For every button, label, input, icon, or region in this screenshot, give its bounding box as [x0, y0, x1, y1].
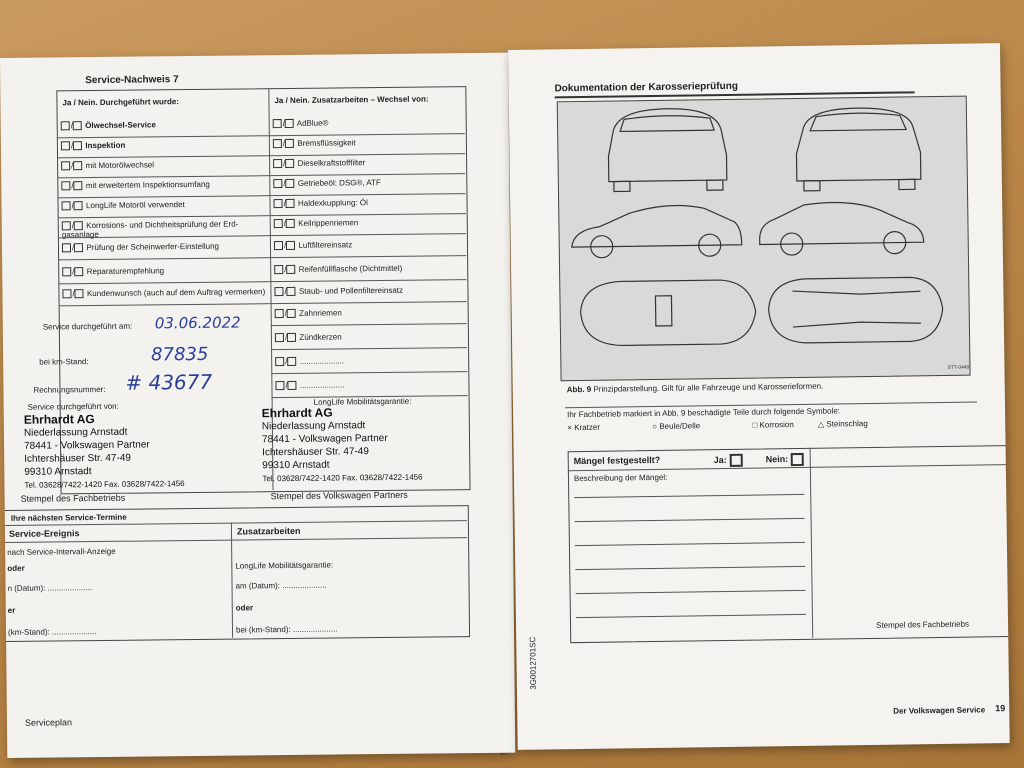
page-number: 19	[995, 703, 1006, 714]
no-checkbox	[74, 244, 83, 253]
square-icon: □	[752, 420, 758, 430]
extra-work-item[interactable]: / ....................	[275, 380, 344, 390]
car-front-view-icon	[796, 107, 921, 191]
body-check-title: Dokumentation der Karosserieprüfung	[554, 80, 738, 95]
no-checkbox	[75, 290, 84, 299]
service-item[interactable]: / Reparaturempfehlung	[62, 265, 267, 277]
extra-work-item[interactable]: / Staub- und Pollenfiltereinsatz	[274, 286, 403, 297]
figure-code: STT-0449	[947, 364, 970, 371]
car-side-left-icon	[571, 205, 742, 259]
page-title: Service-Nachweis 7	[85, 74, 179, 87]
yes-checkbox	[62, 290, 71, 299]
no-checkbox	[287, 309, 296, 318]
no-checkbox	[74, 268, 83, 277]
extra-work-item[interactable]: / Getriebeöl: DSG®, ATF	[273, 178, 381, 189]
right-page	[508, 43, 1010, 750]
no-checkbox	[286, 265, 295, 274]
yes-checkbox	[61, 162, 70, 171]
extra-work-item[interactable]: / Haldexkupplung: Öl	[273, 198, 367, 208]
yes-checkbox	[275, 333, 284, 342]
yes-checkbox	[273, 139, 282, 148]
yes-checkbox	[274, 241, 283, 250]
yes-checkbox	[274, 287, 283, 296]
extra-work-item[interactable]: / AdBlue®	[273, 119, 329, 129]
yes-checkbox	[273, 199, 282, 208]
no-checkbox	[288, 381, 297, 390]
yes-checkbox	[274, 219, 283, 228]
next-service-row: (km-Stand): ....................	[7, 627, 97, 637]
invoice-label: Rechnungsnummer:	[33, 384, 106, 395]
yes-checkbox	[61, 142, 70, 151]
no-checkbox	[73, 142, 82, 151]
yes-checkbox	[62, 268, 71, 277]
service-item[interactable]: / Korrosions- und Dichtheitsprüfung der Erd- gasanlage	[61, 219, 239, 240]
mobility-stamp: Ehrhardt AG Niederlassung Arnstadt 78441 - Volkswagen Partner Ichtershäuser Str. 47-49 99310 Arnstadt Tel. 03628/7422-1420 Fax. 03628/7422-1456	[261, 405, 423, 484]
no-checkbox	[285, 159, 294, 168]
figure-caption: Abb. 9 Prinzipdarstellung. Gilt für alle Fahrzeuge und Karosserieformen.	[566, 381, 824, 395]
yes-checkbox	[275, 309, 284, 318]
extra-work-item[interactable]: / Bremsflüssigkeit	[273, 138, 356, 148]
service-item[interactable]: / LongLife Motoröl verwendet	[62, 199, 267, 211]
mobility-label: LongLife Mobilitätsgarantie:	[313, 396, 412, 407]
extra-work-item[interactable]: / Zahnriemen	[275, 308, 342, 318]
yes-checkbox	[62, 202, 71, 211]
extra-work-item[interactable]: / Reifenfüllflasche (Dichtmittel)	[274, 264, 402, 275]
left-page	[0, 53, 515, 758]
no-checkbox	[286, 179, 295, 188]
col1-header: Ja / Nein. Durchgeführt wurde:	[62, 97, 179, 108]
no-checkbox	[286, 199, 295, 208]
no-checkbox	[287, 333, 296, 342]
next-service-row: oder	[7, 563, 25, 573]
service-date-value: 03.06.2022	[154, 313, 241, 333]
next-title: Ihre nächsten Service-Termine	[10, 512, 127, 523]
no-checkbox	[287, 287, 296, 296]
defects-yes[interactable]: Ja:	[714, 454, 744, 467]
service-item[interactable]: / Prüfung der Scheinwerfer-Einstellung	[62, 241, 267, 253]
circle-icon: ○	[652, 421, 658, 432]
no-checkbox	[73, 162, 82, 171]
no-checkbox	[73, 122, 82, 131]
next-extra-row: LongLife Mobilitätsgarantie:	[235, 560, 334, 571]
mobility-footer: Stempel des Volkswagen Partners	[270, 489, 408, 502]
next-service-row: er	[7, 605, 16, 615]
no-checkbox	[285, 119, 294, 128]
yes-checkbox	[62, 244, 71, 253]
yes-checkbox	[61, 182, 70, 191]
service-item[interactable]: / mit erweitertem Inspektionsumfang	[61, 179, 266, 191]
next-service-row: n (Datum): ....................	[7, 583, 93, 593]
extra-work-item[interactable]: / Dieselkraftstofffilter	[273, 158, 365, 168]
service-date-label: Service durchgeführt am:	[42, 321, 133, 332]
car-top-view-icon	[580, 280, 756, 346]
yes-checkbox	[273, 179, 282, 188]
description-label: Beschreibung der Mängel:	[573, 472, 668, 484]
no-checkbox	[285, 139, 294, 148]
extra-work-item[interactable]: / Zündkerzen	[275, 332, 342, 342]
no-checkbox	[287, 357, 296, 366]
no-checkbox	[74, 222, 83, 231]
cross-icon: ×	[567, 423, 573, 433]
extra-work-item[interactable]: / ....................	[275, 356, 344, 366]
extra-work-item[interactable]: / Keilrippenriemen	[274, 218, 359, 228]
right-footer: Der Volkswagen Service	[893, 705, 986, 716]
service-item[interactable]: / Ölwechsel-Service	[61, 119, 266, 131]
car-rear-view-icon	[608, 108, 727, 192]
km-label: bei km-Stand:	[39, 357, 89, 367]
dealer-label: Service durchgeführt von:	[27, 401, 119, 412]
yes-checkbox	[274, 265, 283, 274]
next-extra-row: oder	[235, 603, 254, 613]
yes-checkbox	[729, 454, 742, 467]
left-footer: Serviceplan	[24, 717, 73, 728]
side-code: 3G0012701SC	[528, 636, 538, 690]
service-item[interactable]: / mit Motorölwechsel	[61, 159, 266, 171]
no-checkbox	[74, 202, 83, 211]
next-service-row: nach Service-Intervall-Anzeige	[7, 546, 116, 557]
no-checkbox	[791, 453, 804, 466]
yes-checkbox	[61, 122, 70, 131]
symbol-instruction: Ihr Fachbetrieb markiert in Abb. 9 beschädigte Teile durch folgende Symbole:	[567, 406, 841, 420]
next-extra-row: am (Datum): ....................	[235, 580, 327, 591]
yes-checkbox	[273, 159, 282, 168]
col2-header: Ja / Nein. Zusatzarbeiten – Wechsel von:	[274, 94, 429, 106]
dealer-footer: Stempel des Fachbetriebs	[20, 492, 126, 504]
yes-checkbox	[275, 381, 284, 390]
invoice-value: # 43677	[125, 369, 213, 395]
car-side-right-icon	[759, 201, 924, 255]
service-item[interactable]: / Kundenwunsch (auch auf dem Auftrag vermerken)	[62, 287, 267, 299]
yes-checkbox	[275, 357, 284, 366]
no-checkbox	[286, 241, 295, 250]
defects-label: Mängel festgestellt?	[573, 454, 661, 467]
extra-work-item[interactable]: / Luftfiltereinsatz	[274, 240, 352, 250]
next-col1: Service-Ereignis	[8, 528, 80, 539]
right-stamp-footer: Stempel des Fachbetriebs	[876, 619, 970, 630]
next-extra-row: bei (km-Stand): ....................	[235, 624, 338, 635]
car-underbody-icon	[768, 277, 943, 343]
dealer-stamp: Ehrhardt AG Niederlassung Arnstadt 78441 - Volkswagen Partner Ichtershäuser Str. 47-49 99310 Arnstadt Tel. 03628/7422-1420 Fax. 03628/7422-1456	[23, 412, 185, 490]
yes-checkbox	[273, 119, 282, 128]
km-value: 87835	[151, 343, 209, 366]
service-item[interactable]: / Inspektion	[61, 139, 266, 151]
next-col2: Zusatzarbeiten	[236, 525, 301, 537]
symbol-legend: × Kratzer ○ Beule/Delle □ Korrosion △ Steinschlag	[567, 419, 868, 433]
no-checkbox	[74, 182, 83, 191]
triangle-icon: △	[817, 419, 825, 429]
car-diagram	[557, 96, 971, 382]
defects-no[interactable]: Nein:	[766, 453, 805, 467]
no-checkbox	[286, 219, 295, 228]
yes-checkbox	[62, 222, 71, 231]
